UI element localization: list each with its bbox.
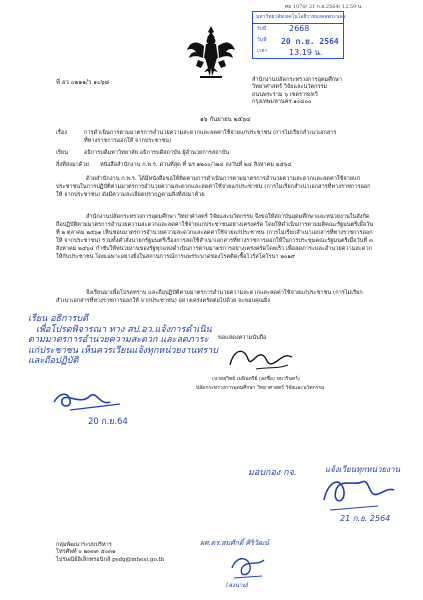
- handwritten-line: เรียน อธิการบดี: [28, 314, 88, 324]
- handwritten-line: และถือปฏิบัติ: [28, 356, 79, 367]
- paragraph-3: จึงเรียนมาเพื่อโปรดทราบ และถือปฏิบัติตามมาตรการอำนวยความสะดวกและลดค่าใช้จ่ายแก่ประชาชน (การไม่เรียกสำเนาเอกสารที่ทางราชการออกให้ จากประชาชน) อย่างเคร่งครัดต่อไปด้วย จะขอบคุณยิ่ง: [56, 290, 363, 304]
- subject-label: เรื่อง: [56, 130, 68, 136]
- sender-address: [252, 77, 342, 107]
- salutation-label: เรียน: [56, 150, 69, 156]
- signer-name: (นายสุวิทย์ เมษินทรีย์ (ลงชื่อ) ขบวรินทร์): [212, 376, 300, 382]
- handwritten-date-left: 20 ก.ย.64: [88, 417, 128, 427]
- stamp-date-label: วันที่: [257, 37, 267, 43]
- paragraph-2: สำนักงานปลัดกระทรวงการอุดมศึกษา วิทยาศาสตร์ วิจัยและนวัตกรรม จึงขอให้สถาบันอุดมศึกษาและหน่วยงานในสังกัดถือปฏิบัติตามมาตรการอำนวยความสะดวกและลดค่าใช้จ่ายแก่ประชาชนอย่างเคร่งครัด โดยให้ดำเนินการตามมติคณะรัฐมนตรีเมื่อวันที่ ๒ ตุลาคม ๒๕๖๑ เห็นชอบมาตรการอำนวยความสะดวกและลดค่าใช้จ่ายแก่ประชาชน (การไม่เรียกสำเนาเอกสารที่ทางราชการออกให้ จากประชาชน) รวมทั้งคำสั่งนายกรัฐมนตรีเรื่องการลดใช้สำเนาเอกสารที่ทางราชการออกให้ในการประชุมคณะรัฐมนตรีเมื่อวันที่ ๓ สิงหาคม ๒๕๖๔ กำชับให้หน่วยงานของรัฐทุกแห่งดำเนินการตามมาตรการอย่างเคร่งครัดโดยเร็ว เพื่อลดภาระและอำนวยความสะดวกให้กับประชาชน โดยเฉพาะอย่างยิ่งในสถานการณ์การแพร่ระบาดของโรคติดเชื้อไวรัสโคโรนา ๒๐๑๙: [56, 214, 374, 260]
- signer-signature-icon: [226, 345, 296, 377]
- handwritten-minute: [28, 314, 218, 367]
- address-line: กรุงเทพมหานคร ๑๐๔๐๐: [252, 99, 312, 106]
- enclosure-text: หนังสือสำนักงาน ก.พ.ร. ด่วนที่สุด ที่ นร ๑๒๐๐/ว๒๔ ลงวันที่ ๒๔ สิงหาคม ๒๕๖๔: [100, 162, 292, 168]
- handwritten-delegate: มอบกอง กจ.: [248, 468, 297, 478]
- stamp-time-label: เวลา: [257, 48, 268, 54]
- address-line: สำนักงานปลัดกระทรวงการอุดมศึกษา: [252, 77, 343, 83]
- subject-line-2: ที่ทางราชการออกให้ จากประชาชน): [84, 138, 172, 144]
- handwritten-line: แก่ประชาชน เห็นควรเวียนแจ้งทุกหน่วยงานทราบ: [28, 345, 218, 356]
- header-ref: ศธ 1070/ 21 ก.ย.2564/ 12.59 น.: [285, 4, 363, 10]
- footer-line: ไปรษณีย์อิเล็กทรอนิกส์ psdg@mhesi.go.th: [56, 556, 165, 563]
- footer-contact: [56, 542, 164, 564]
- enclosure-label: สิ่งที่ส่งมาด้วย: [56, 162, 89, 168]
- document-date: ๑๖ กันยายน ๒๕๖๔: [200, 116, 251, 123]
- handwritten-reviewer-role: (ลงนาม): [226, 582, 249, 589]
- stamp-time-value: 13.19 น.: [289, 48, 323, 57]
- handwritten-line: เพื่อโปรดพิจารณา ทาง สป.อว.แจ้งการดำเนิน: [36, 324, 212, 335]
- footer-line: กลุ่มพัฒนาระบบบริหาร: [56, 542, 112, 548]
- paragraph-1: ด้วยสำนักงาน ก.พ.ร. ได้มีหนังสือขอให้ติดตามการดำเนินการตามมาตรการอำนวยความสะดวกและลดค่าใช้จ่ายแก่ประชาชนในการปฏิบัติตามมาตรการอำนวยความสะดวกและลดค่าใช้จ่ายแก่ประชาชน (การไม่เรียกสำเนาเอกสารที่ทางราชการออกให้ จากประชาชน) ดังมีความละเอียดปรากฏตามสิ่งที่ส่งมาด้วย: [56, 176, 371, 198]
- handwritten-date-right: 21 ก.ย. 2564: [340, 514, 391, 523]
- stamp-receive-label: รับที่: [257, 26, 267, 32]
- handwritten-circulate: แจ้งเวียนทุกหน่วยงาน: [325, 465, 401, 474]
- handwritten-line: ตามมาตรการอำนวยความสะดวก และลดภาระ: [28, 335, 209, 346]
- address-line: วิทยาศาสตร์ วิจัยและนวัตกรรม: [252, 84, 328, 91]
- salutation-text: อธิการบดีมหาวิทยาลัย อธิการบดีสถาบัน ผู้อำนวยการสถาบัน: [84, 150, 230, 156]
- subject-line: การดำเนินการตามมาตรการอำนวยความสะดวกและลดค่าใช้จ่ายแก่ประชาชน (การไม่เรียกสำเนาเอกสาร: [84, 130, 337, 136]
- handwritten-reviewer: ผศ.ดร.สมศักดิ์ ศิริวัฒน์: [200, 539, 269, 547]
- garuda-emblem-icon: [186, 24, 236, 80]
- document-number: ที่ อว ๐๒๑๑/ว ๑๐๖๘: [56, 79, 110, 86]
- closing-text: ขอแสดงความนับถือ: [218, 335, 267, 341]
- stamp-receive-number: 2668: [289, 24, 310, 33]
- signer-title: ปลัดกระทรวงการอุดมศึกษา วิทยาศาสตร์ วิจัยและนวัตกรรม: [196, 385, 325, 391]
- stamp-org: มหาวิทยาลัยเทคโนโลยีราชมงคลพระนคร: [256, 14, 346, 20]
- reception-stamp: [252, 11, 344, 59]
- stamp-date-value: 20 ก.ย. 2564: [281, 37, 339, 46]
- address-line: ถนนพระราม ๖ เขตราชเทวี: [252, 91, 318, 98]
- footer-line: โทรศัพท์ ๐ ๒๓๓๓ ๕๐๓๑: [56, 549, 116, 556]
